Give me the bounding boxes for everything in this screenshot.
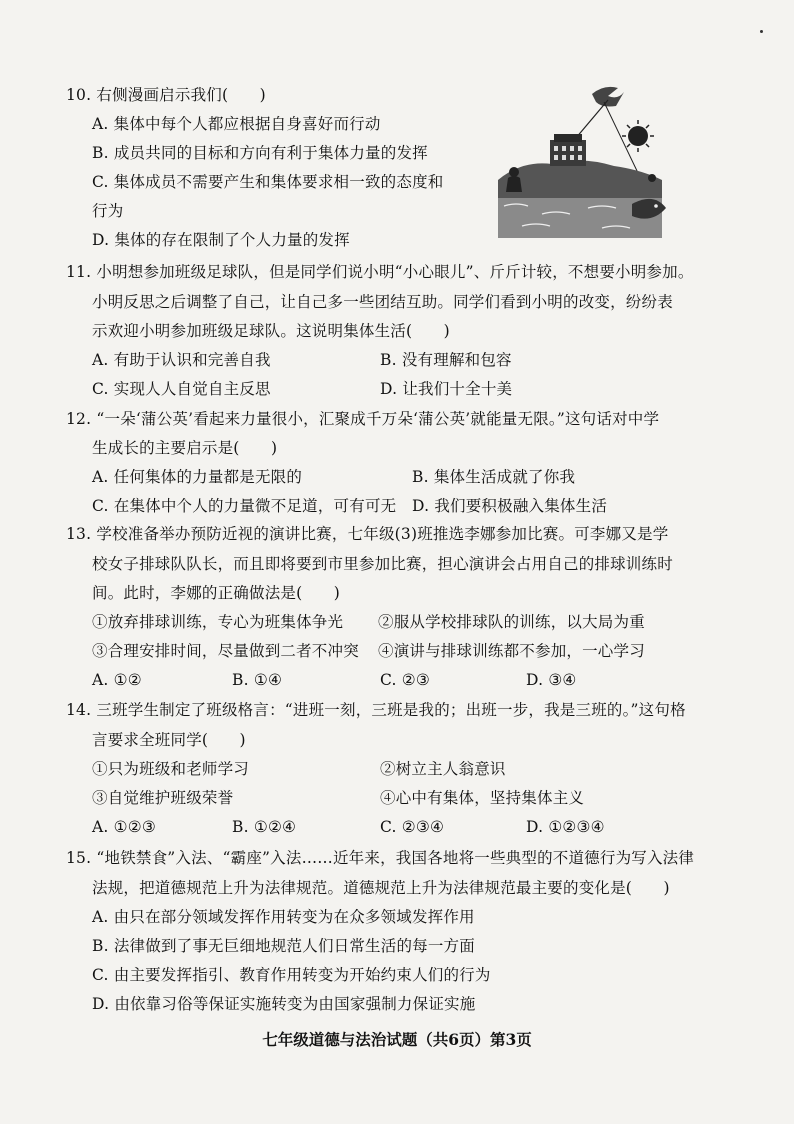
q15-option-a: A. 由只在部分领域发挥作用转变为在众多领域发挥作用 — [92, 908, 475, 926]
q14-stem-line1: 14. 三班学生制定了班级格言：“进班一刻，三班是我的；出班一步，我是三班的。”这句格 — [66, 701, 686, 719]
q10-option-b: B. 成员共同的目标和方向有利于集体力量的发挥 — [92, 144, 428, 162]
q12-option-d: D. 我们要积极融入集体生活 — [412, 497, 608, 515]
q12-stem-line1: 12. “一朵‘蒲公英’看起来力量很小，汇聚成千万朵‘蒲公英’就能量无限。”这句话对中学 — [66, 410, 660, 428]
q14-item-2: ②树立主人翁意识 — [380, 760, 506, 778]
q13-item-2: ②服从学校排球队的训练，以大局为重 — [378, 613, 645, 631]
q10-option-d: D. 集体的存在限制了个人力量的发挥 — [92, 231, 350, 249]
q13-option-c: C. ②③ — [380, 671, 430, 689]
q13-option-b: B. ①④ — [232, 671, 283, 689]
q12-option-a: A. 任何集体的力量都是无限的 — [92, 468, 303, 486]
q14-stem-line2: 言要求全班同学( ) — [92, 731, 246, 749]
q15-option-d: D. 由依靠习俗等保证实施转变为由国家强制力保证实施 — [92, 995, 476, 1013]
q14-item-3: ③自觉维护班级荣誉 — [92, 789, 234, 807]
q10-option-a: A. 集体中每个人都应根据自身喜好而行动 — [92, 115, 381, 133]
q15-option-b: B. 法律做到了事无巨细地规范人们日常生活的每一方面 — [92, 937, 475, 955]
page-footer: 七年级道德与法治试题（共6页）第3页 — [262, 1030, 532, 1049]
q13-option-d: D. ③④ — [526, 671, 577, 689]
q11-stem-line3: 示欢迎小明参加班级足球队。这说明集体生活( ) — [92, 322, 450, 340]
q14-item-1: ①只为班级和老师学习 — [92, 760, 250, 778]
q15-stem-line2: 法规，把道德规范上升为法律规范。道德规范上升为法律规范最主要的变化是( ) — [92, 879, 670, 897]
q13-item-1: ①放弃排球训练，专心为班集体争光 — [92, 613, 344, 631]
q11-stem-line2: 小明反思之后调整了自己，让自己多一些团结互助。同学们看到小明的改变，纷纷表 — [92, 293, 673, 311]
speck — [760, 30, 763, 33]
q14-option-d: D. ①②③④ — [526, 818, 605, 836]
q13-item-3: ③合理安排时间，尽量做到二者不冲突 — [92, 642, 359, 660]
q12-option-c: C. 在集体中个人的力量微不足道，可有可无 — [92, 497, 397, 515]
q13-stem-line1: 13. 学校准备举办预防近视的演讲比赛，七年级(3)班推选李娜参加比赛。可李娜又是学 — [66, 525, 669, 543]
q12-stem-line2: 生成长的主要启示是( ) — [92, 439, 278, 457]
q11-option-d: D. 让我们十全十美 — [380, 380, 513, 398]
q10-stem: 10. 右侧漫画启示我们( ) — [66, 86, 266, 104]
q10-option-c-cont: 行为 — [92, 202, 124, 220]
q12-option-b: B. 集体生活成就了你我 — [412, 468, 576, 486]
q14-option-c: C. ②③④ — [380, 818, 445, 836]
q13-option-a: A. ①② — [92, 671, 142, 689]
q14-item-4: ④心中有集体，坚持集体主义 — [380, 789, 585, 807]
q10-option-c: C. 集体成员不需要产生和集体要求相一致的态度和 — [92, 173, 444, 191]
q11-option-b: B. 没有理解和包容 — [380, 351, 512, 369]
q11-option-a: A. 有助于认识和完善自我 — [92, 351, 271, 369]
q15-stem-line1: 15. “地铁禁食”入法、“霸座”入法……近年来，我国各地将一些典型的不道德行为写入法律 — [66, 849, 695, 867]
q14-option-b: B. ①②④ — [232, 818, 297, 836]
q11-stem-line1: 11. 小明想参加班级足球队，但是同学们说小明“小心眼儿”、斤斤计较，不想要小明参加。 — [66, 263, 694, 281]
q14-option-a: A. ①②③ — [92, 818, 156, 836]
q13-stem-line3: 间。此时，李娜的正确做法是( ) — [92, 584, 340, 602]
cartoon-illustration — [492, 80, 672, 248]
q15-option-c: C. 由主要发挥指引、教育作用转变为开始约束人们的行为 — [92, 966, 491, 984]
q11-option-c: C. 实现人人自觉自主反思 — [92, 380, 271, 398]
q13-item-4: ④演讲与排球训练都不参加，一心学习 — [378, 642, 645, 660]
q13-stem-line2: 校女子排球队队长，而且即将要到市里参加比赛，担心演讲会占用自己的排球训练时 — [92, 555, 673, 573]
